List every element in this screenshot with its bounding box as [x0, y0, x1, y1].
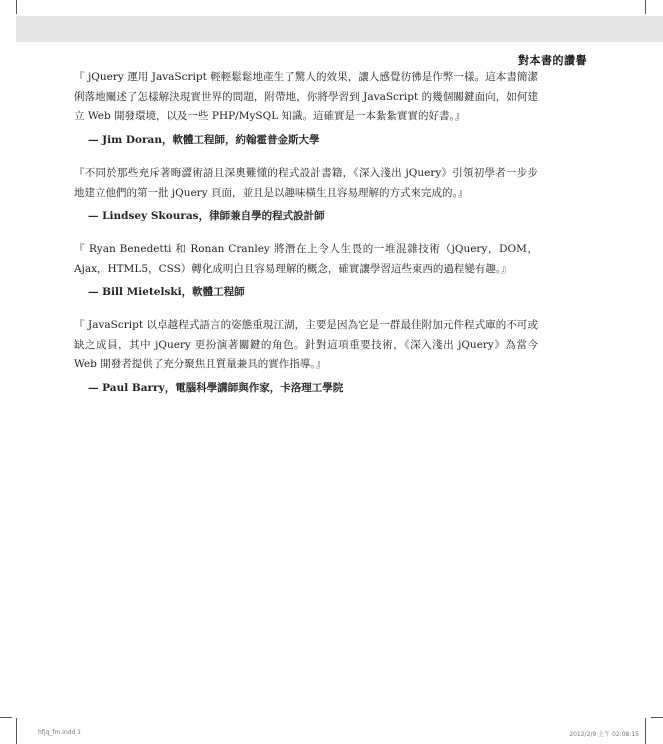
review-attribution: — Bill Mietelski，軟體工程師: [88, 286, 245, 298]
crop-mark-bottom-right: [645, 718, 646, 744]
review-attribution: — Lindsey Skouras，律師兼自學的程式設計師: [88, 210, 325, 222]
footer-timestamp: 2012/2/9 上午 02:08:15: [569, 731, 639, 738]
review-item: [74, 316, 538, 398]
review-quote: 『 JavaScript 以卓越程式語言的姿態重現江湖，主要是因為它是一群最佳附加元件程式庫的不可或缺之成員，其中 jQuery 更扮演著關鍵的角色。針對這項重要技術，《深入淺出 jQuery》為當今 Web 開發者提供了充分聚焦且質量兼具的實作指導。』: [74, 319, 538, 370]
review-attribution: — Jim Doran，軟體工程師，約翰霍普金斯大學: [88, 133, 320, 146]
crop-mark-top-right: [645, 0, 646, 14]
crop-mark-bottom-left-h: [0, 717, 12, 718]
review-quote: 『不同於那些充斥著晦澀術語且深奧難懂的程式設計書籍，《深入淺出 jQuery》引領初學者一步步地建立他們的第一批 jQuery 頁面，並且是以趣味橫生且容易理解的方式來完成的。』: [74, 167, 538, 199]
crop-mark-bottom-left: [16, 718, 17, 744]
review-item: [74, 164, 538, 226]
review-quote: 『 Ryan Benedetti 和 Ronan Cranley 將潛在上令人生畏的一堆混雜技術（jQuery，DOM，Ajax，HTML5，CSS）轉化成明白且容易理解的概念，確實讓學習這些東西的過程變有趣。』: [74, 243, 538, 275]
footer-filename: hfjq_fm.indd 1: [38, 729, 82, 736]
review-quote: 『 jQuery 運用 JavaScript 輕輕鬆鬆地產生了驚人的效果，讓人感覺彷彿是作弊一樣。這本書簡潔俐落地闡述了怎樣解決現實世界的問題，附帶地，你將學習到 JavaScript 的幾個關鍵面向，如何建立 Web 開發環境，以及一些 PHP/MySQL 知識。這確實是一本紮紮實實的好書。』: [74, 71, 538, 122]
crop-mark-bottom-right-h: [651, 717, 663, 718]
review-attribution: — Paul Barry，電腦科學講師與作家，卡洛理工學院: [88, 381, 344, 394]
running-head: 對本書的讚譽: [518, 54, 587, 67]
review-item: [74, 240, 538, 302]
review-item: [74, 68, 538, 150]
crop-mark-top-left: [16, 0, 17, 14]
header-bar: [16, 16, 663, 42]
